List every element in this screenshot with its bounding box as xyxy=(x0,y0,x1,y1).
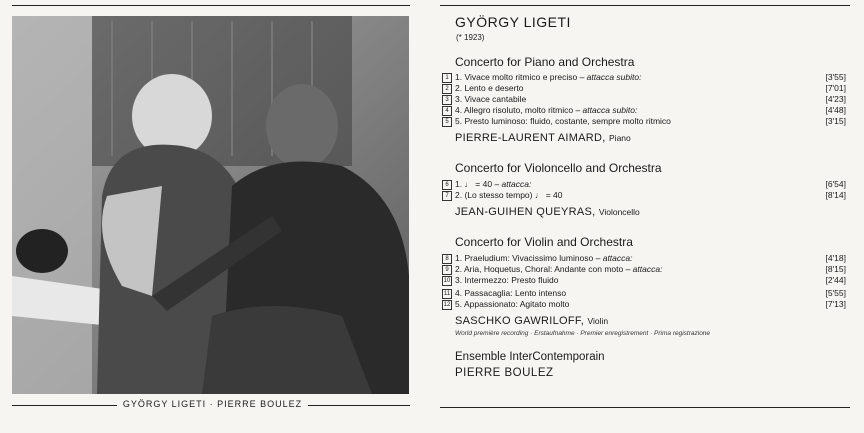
track-duration: [3'15] xyxy=(825,116,846,126)
track-row xyxy=(0,190,864,201)
track-row xyxy=(0,299,864,310)
track-number: 1 xyxy=(442,73,452,83)
conductor-name: PIERRE BOULEZ xyxy=(455,367,554,379)
bottom-rule-right xyxy=(440,407,850,408)
track-duration: [4'23] xyxy=(825,94,846,104)
track-row xyxy=(0,116,864,127)
track-title: 2. Lento e deserto xyxy=(455,83,524,93)
track-duration: [8'14] xyxy=(825,190,846,200)
track-number: 8 xyxy=(442,254,452,264)
track-row xyxy=(0,179,864,190)
performer-cello: JEAN-GUIHEN QUEYRAS, Violoncello xyxy=(455,206,640,218)
track-duration: [4'48] xyxy=(825,105,846,115)
track-number: 2 xyxy=(442,84,452,94)
track-row xyxy=(0,105,864,116)
track-row xyxy=(0,275,864,286)
performer-piano: PIERRE-LAURENT AIMARD, Piano xyxy=(455,132,631,144)
track-duration: [3'55] xyxy=(825,72,846,82)
track-row xyxy=(0,94,864,105)
track-number: 6 xyxy=(442,180,452,190)
track-title: 5. Presto luminoso: fluido, costante, sempre molto ritmico xyxy=(455,116,671,126)
top-rule-right xyxy=(440,5,850,6)
track-number: 11 xyxy=(443,291,451,297)
track-row xyxy=(0,264,864,275)
work-title-piano: Concerto for Piano and Orchestra xyxy=(455,55,635,69)
track-title: 1. ♩ = 40 – attacca: xyxy=(455,179,532,189)
work-title-cello: Concerto for Violoncello and Orchestra xyxy=(455,161,662,175)
composer-birth-year: (* 1923) xyxy=(456,33,485,42)
track-title: 4. Passacaglia: Lento intenso xyxy=(455,288,567,298)
track-row xyxy=(0,72,864,83)
ensemble-name: Ensemble InterContemporain xyxy=(455,351,605,363)
track-number: 10 xyxy=(443,278,451,284)
track-duration: [8'15] xyxy=(825,264,846,274)
track-title: 3. Vivace cantabile xyxy=(455,94,527,104)
track-number: 7 xyxy=(442,191,452,201)
track-title: 5. Appassionato: Agitato molto xyxy=(455,299,570,309)
track-title: 2. Aria, Hoquetus, Choral: Andante con moto – attacca: xyxy=(455,264,663,274)
track-number: 4 xyxy=(442,106,452,116)
track-row xyxy=(0,83,864,94)
caption-text: GYÖRGY LIGETI · PIERRE BOULEZ xyxy=(117,399,308,409)
track-title: 2. (Lo stesso tempo) ♩ = 40 xyxy=(455,190,563,200)
track-number: 9 xyxy=(442,265,452,275)
track-title: 4. Allegro risoluto, molto ritmico – attacca subito: xyxy=(455,105,638,115)
track-duration: [4'18] xyxy=(825,253,846,263)
track-row xyxy=(0,288,864,299)
track-duration: [6'54] xyxy=(825,179,846,189)
track-duration: [7'01] xyxy=(825,83,846,93)
top-rule-left xyxy=(12,5,410,6)
composer-name: GYÖRGY LIGETI xyxy=(455,14,571,30)
track-row xyxy=(0,253,864,264)
track-title: 3. Intermezzo: Presto fluido xyxy=(455,275,559,285)
performer-violin: SASCHKO GAWRILOFF, Violin xyxy=(455,315,609,327)
work-title-violin: Concerto for Violin and Orchestra xyxy=(455,235,633,249)
track-number: 3 xyxy=(442,95,452,105)
track-number: 5 xyxy=(442,117,452,127)
track-duration: [2'44] xyxy=(825,275,846,285)
track-title: 1. Vivace molto ritmico e preciso – attacca subito: xyxy=(455,72,642,82)
track-number: 12 xyxy=(443,302,451,308)
photo-caption xyxy=(0,399,425,409)
track-duration: [7'13] xyxy=(825,299,846,309)
track-duration: [5'55] xyxy=(825,288,846,298)
world-premiere-note: World première recording · Erstaufnahme · Premier enregistrement · Prima registrazione xyxy=(455,330,711,337)
track-title: 1. Praeludium: Vivacissimo luminoso – attacca: xyxy=(455,253,633,263)
